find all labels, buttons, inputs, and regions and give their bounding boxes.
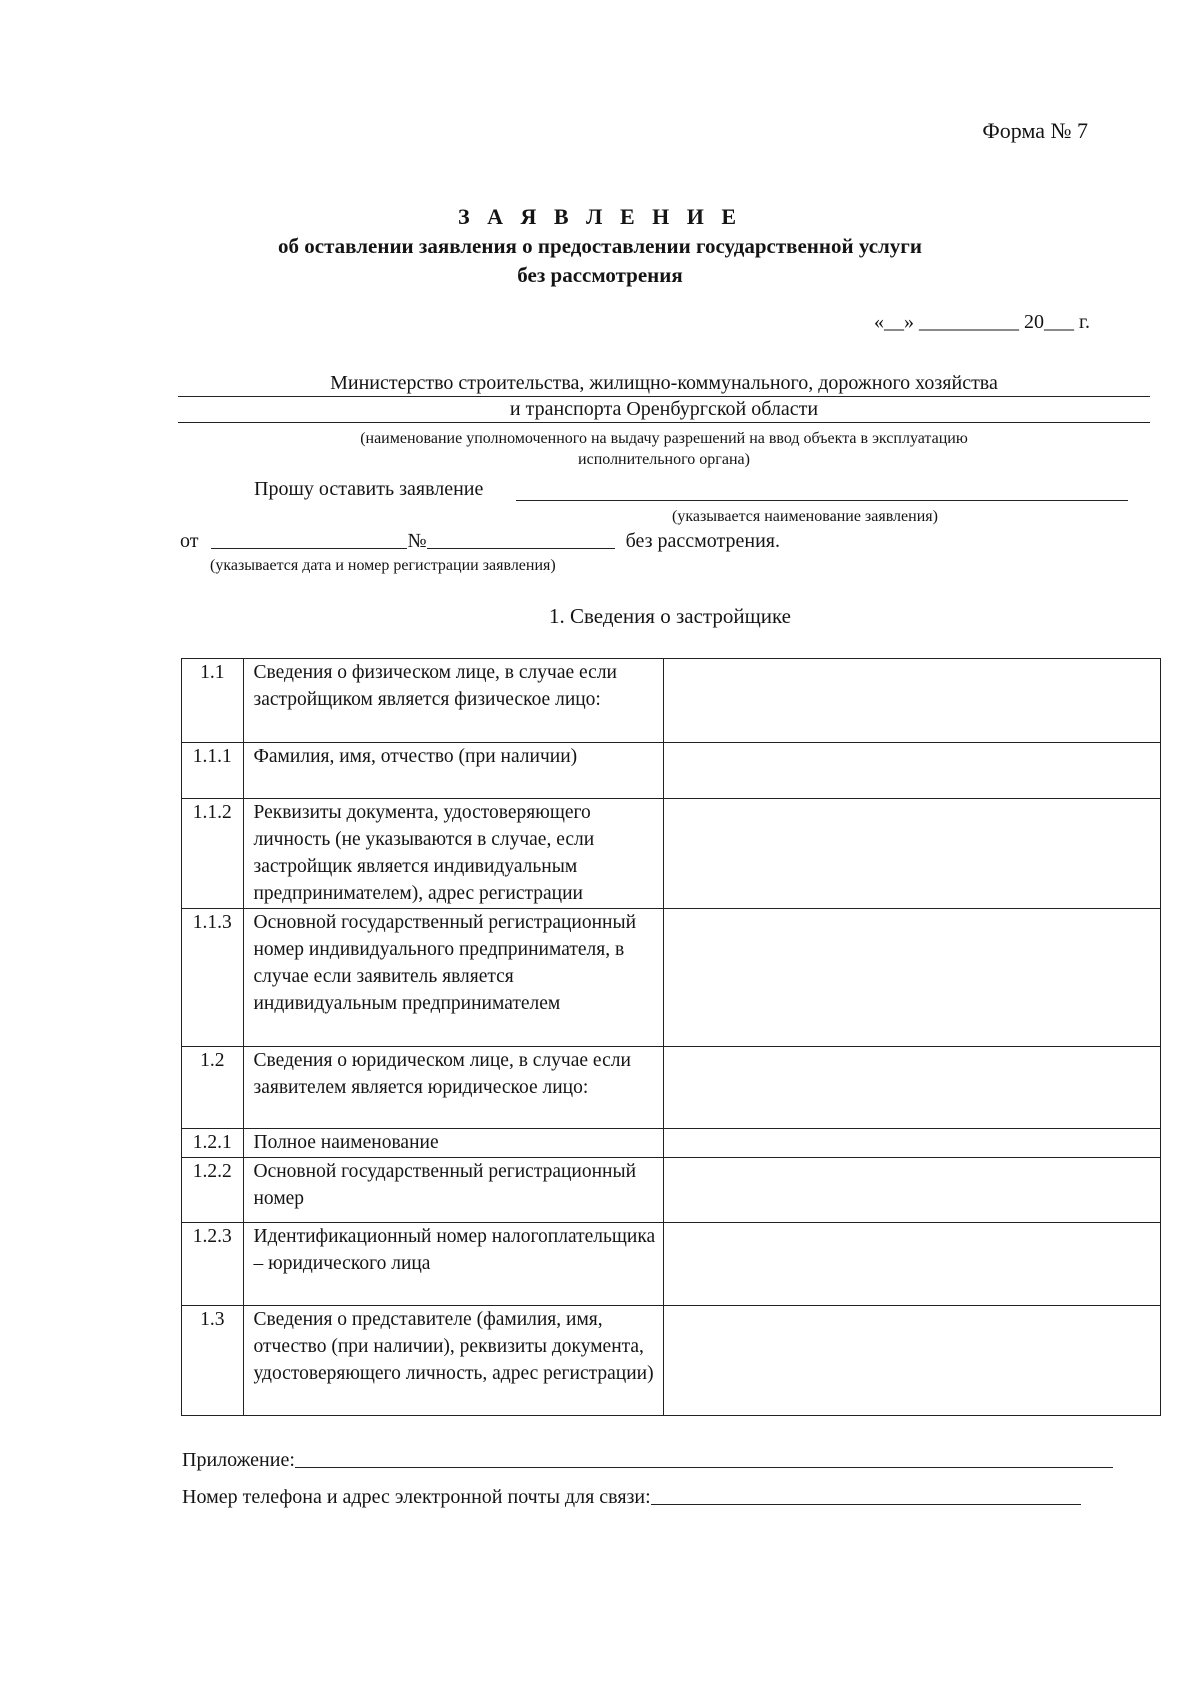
- request-label: Прошу оставить заявление: [254, 478, 484, 500]
- row-value-cell[interactable]: [663, 659, 1160, 743]
- contact-row: [182, 1484, 1081, 1509]
- document-subtitle-line2: без рассмотрения: [517, 263, 683, 287]
- document-subtitle-line1: об оставлении заявления о предоставлении государственной услуги: [278, 234, 922, 258]
- row-value-cell[interactable]: [663, 799, 1160, 909]
- row-value-cell[interactable]: [663, 743, 1160, 799]
- without-review-text: без рассмотрения.: [625, 530, 781, 552]
- row-label: Основной государственный регистрационный номер: [243, 1158, 663, 1223]
- row-number: 1.3: [182, 1306, 244, 1416]
- row-value-cell[interactable]: [663, 909, 1160, 1047]
- registration-number-field[interactable]: [427, 528, 615, 549]
- row-label: Сведения о физическом лице, в случае если застройщиком является физическое лицо:: [243, 659, 663, 743]
- table-row: [182, 1158, 1161, 1223]
- table-row: [182, 1306, 1161, 1416]
- attachment-row: [182, 1447, 1113, 1472]
- row-number: 1.1: [182, 659, 244, 743]
- request-application-field[interactable]: [516, 500, 1128, 501]
- row-number: 1.1.3: [182, 909, 244, 1047]
- row-label: Фамилия, имя, отчество (при наличии): [243, 743, 663, 799]
- attachment-field[interactable]: [295, 1447, 1113, 1468]
- developer-info-table: [181, 658, 1161, 1416]
- row-number: 1.2: [182, 1047, 244, 1129]
- organization-caption-line2: исполнительного органа): [578, 451, 750, 468]
- row-label: Основной государственный регистрационный номер индивидуального предпринимателя, в случае если заявитель является индивидуальным предпринимателем: [243, 909, 663, 1047]
- organization-caption: [178, 428, 1150, 470]
- row-label: Идентификационный номер налогоплательщика – юридического лица: [243, 1223, 663, 1306]
- row-value-cell[interactable]: [663, 1129, 1160, 1158]
- section-title: 1. Сведения о застройщике: [548, 604, 791, 628]
- row-number: 1.1.2: [182, 799, 244, 909]
- row-value-cell[interactable]: [663, 1158, 1160, 1223]
- registration-date-field[interactable]: [211, 528, 407, 549]
- contact-label: Номер телефона и адрес электронной почты для связи:: [182, 1486, 651, 1508]
- attachment-label: Приложение:: [182, 1449, 295, 1471]
- document-title: З А Я В Л Е Н И Е: [457, 204, 743, 229]
- row-label: Сведения о юридическом лице, в случае если заявителем является юридическое лицо:: [243, 1047, 663, 1129]
- number-sign: №: [407, 530, 427, 552]
- from-caption: (указывается дата и номер регистрации заявления): [210, 557, 556, 574]
- request-caption: (указывается наименование заявления): [672, 508, 938, 525]
- row-label: Сведения о представителе (фамилия, имя, отчество (при наличии), реквизиты документа, удостоверяющего личность, адрес регистрации): [243, 1306, 663, 1416]
- row-value-cell[interactable]: [663, 1047, 1160, 1129]
- from-row: [180, 528, 780, 553]
- table-row: [182, 743, 1161, 799]
- from-label: от: [180, 530, 199, 552]
- contact-field[interactable]: [651, 1484, 1081, 1505]
- ministry-name-line1: Министерство строительства, жилищно-коммунального, дорожного хозяйства: [178, 370, 1150, 397]
- table-row: [182, 1129, 1161, 1158]
- row-label: Реквизиты документа, удостоверяющего личность (не указываются в случае, если застройщик является индивидуальным предпринимателем), адрес регистрации: [243, 799, 663, 909]
- row-number: 1.2.1: [182, 1129, 244, 1158]
- row-number: 1.2.2: [182, 1158, 244, 1223]
- row-label: Полное наименование: [243, 1129, 663, 1158]
- ministry-name-line2: и транспорта Оренбургской области: [178, 396, 1150, 423]
- form-number: Форма № 7: [982, 118, 1088, 143]
- table-row: [182, 659, 1161, 743]
- row-number: 1.1.1: [182, 743, 244, 799]
- date-field[interactable]: «__» __________ 20___ г.: [874, 311, 1090, 333]
- row-value-cell[interactable]: [663, 1306, 1160, 1416]
- table-row: [182, 799, 1161, 909]
- table-row: [182, 1047, 1161, 1129]
- table-row: [182, 1223, 1161, 1306]
- table-row: [182, 909, 1161, 1047]
- organization-caption-line1: (наименование уполномоченного на выдачу разрешений на ввод объекта в эксплуатацию: [360, 430, 968, 447]
- row-number: 1.2.3: [182, 1223, 244, 1306]
- row-value-cell[interactable]: [663, 1223, 1160, 1306]
